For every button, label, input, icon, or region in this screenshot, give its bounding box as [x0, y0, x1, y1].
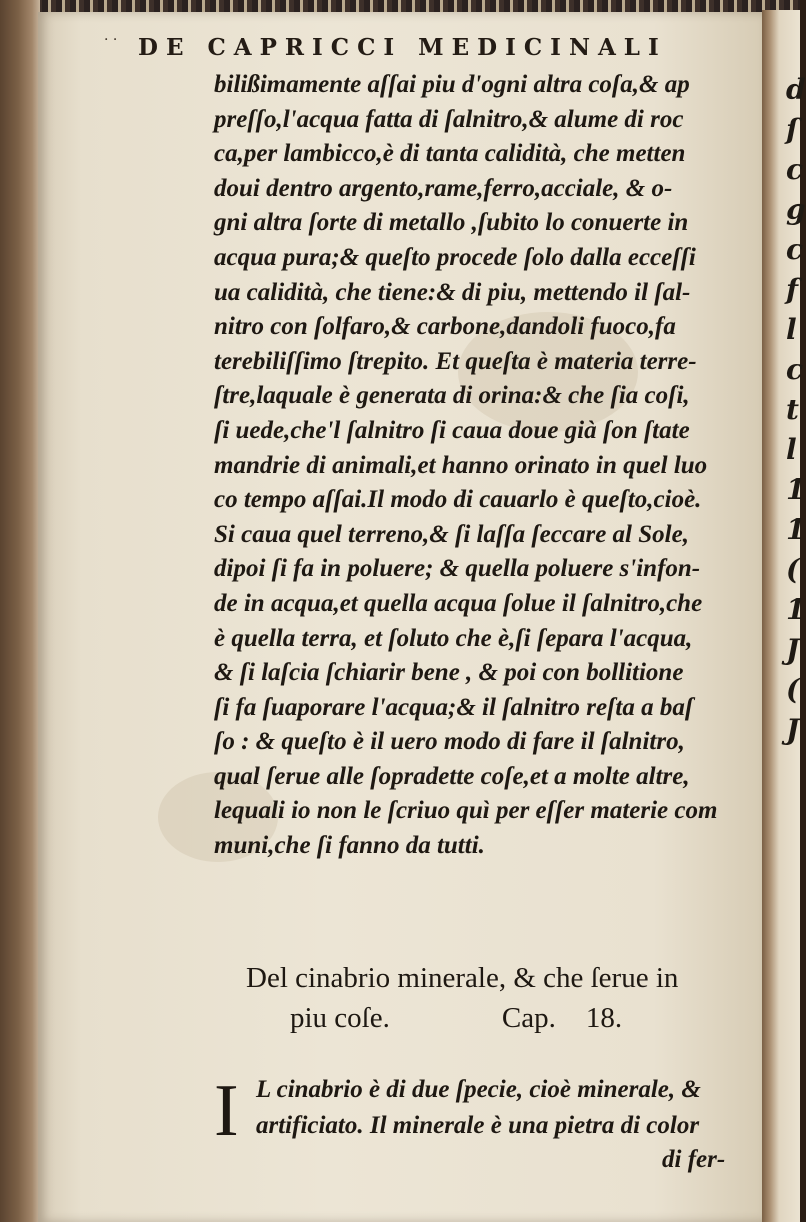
corner-mark: · ·	[104, 32, 118, 48]
text-line: doui dentro argento,rame,ferro,acciale, & o-	[214, 174, 673, 202]
chapter-paragraph	[256, 1072, 756, 1144]
book-binding	[0, 0, 40, 1222]
text-line: ua calidità, che tiene:& di piu, mettendo il ſal-	[214, 278, 691, 306]
text-line: Si caua quel terreno,& ſi laſſa ſeccare al Sole,	[214, 520, 689, 548]
text-line: dipoi ſi fa in poluere; & quella poluere s'infon-	[214, 555, 701, 583]
text-line: & ſi laſcia ſchiarir bene , & poi con bollitione	[214, 659, 684, 687]
running-head: DE CAPRICCI MEDICINALI	[138, 34, 667, 61]
chapter-heading	[246, 958, 746, 1038]
text-line: mandrie di animali,et hanno orinato in quel luo	[214, 451, 708, 479]
text-line: ca,per lambicco,è di tanta calidità, che metten	[214, 140, 686, 168]
text-line: nitro con ſolfaro,& carbone,dandoli fuoco,fa	[214, 313, 676, 341]
drop-capital: I	[214, 1070, 239, 1152]
text-line: L cinabrio è di due ſpecie, cioè minerale, &	[256, 1076, 701, 1103]
chapter-title-line	[246, 998, 746, 1038]
chapter-label: Cap.	[501, 1002, 556, 1034]
text-line: qual ſerue alle ſopradette coſe,et a molte altre,	[214, 762, 690, 790]
text-line: è quella terra, et ſoluto che è,ſi ſepara l'acqua,	[214, 624, 693, 652]
text-line: ſtre,laquale è generata di orina:& che ſia coſi,	[214, 382, 690, 410]
text-line: acqua pura;& queſto procede ſolo dalla ecceſſi	[214, 243, 696, 271]
next-page-glyphs: d ſ c g c f l c t l 1 1 ( 1 J ( J	[786, 73, 806, 746]
text-line: muni,che ſi fanno da tutti.	[214, 832, 485, 860]
text-line: artificiato. Il minerale è una pietra di color	[256, 1112, 700, 1139]
chapter-title-text: piu coſe.	[290, 1002, 390, 1034]
text-line: terebiliſſimo ſtrepito. Et queſta è materia terre-	[214, 347, 697, 375]
text-line: ſo : & queſto è il uero modo di fare il ſalnitro,	[214, 728, 685, 756]
text-line: bilißimamente aſſai piu d'ogni altra coſa,& ap	[214, 71, 690, 98]
chapter-number: 18.	[585, 1002, 623, 1034]
chapter-title-line: Del cinabrio minerale, & che ſerue in	[246, 962, 679, 994]
text-line: de in acqua,et quella acqua ſolue il ſalnitro,che	[214, 589, 703, 617]
catchword: di fer-	[662, 1146, 726, 1173]
text-line: gni altra ſorte di metallo ,ſubito lo conuerte in	[214, 209, 689, 237]
text-line: ſi uede,che'l ſalnitro ſi caua doue già ſon ſtate	[214, 416, 690, 444]
body-paragraph	[214, 68, 754, 864]
text-line: preſſo,l'acqua fatta di ſalnitro,& alume di roc	[214, 105, 684, 133]
text-line: lequali io non le ſcriuo quì per eſſer materie com	[214, 797, 718, 825]
next-page-edge	[762, 10, 806, 1222]
text-line: co tempo aſſai.Il modo di cauarlo è queſto,cioè.	[214, 486, 702, 514]
text-line: ſi fa ſuaporare l'acqua;& il ſalnitro reſta a baſ	[214, 693, 694, 721]
